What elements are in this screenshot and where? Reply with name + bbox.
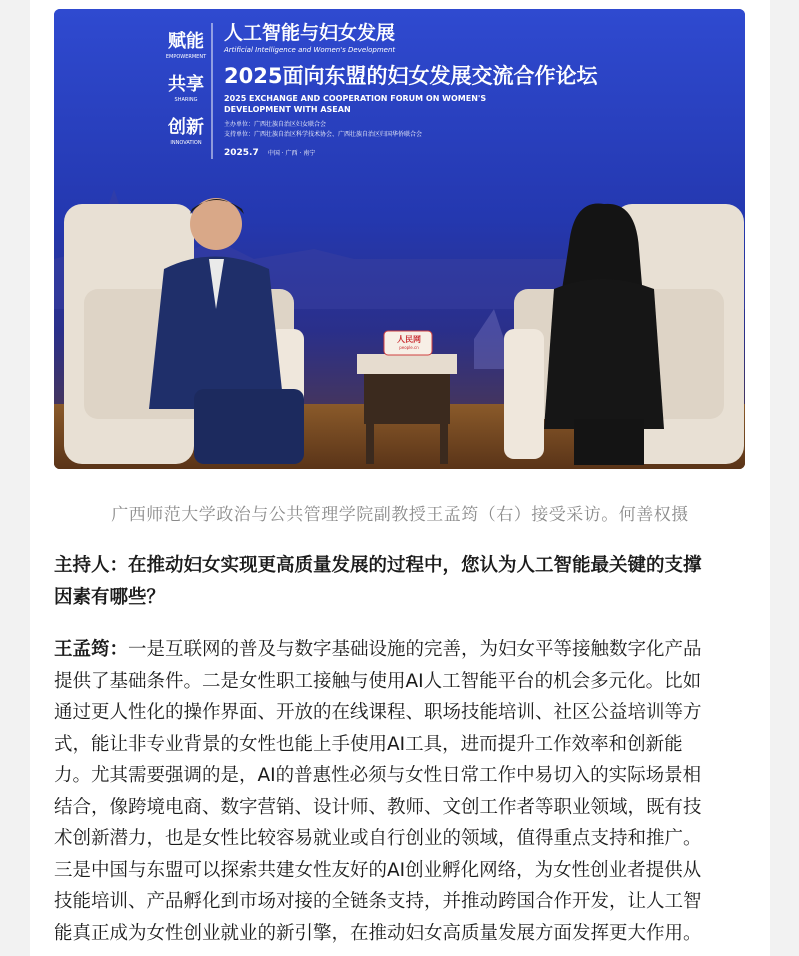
interview-answer bbox=[54, 634, 746, 949]
interview-question bbox=[54, 550, 746, 613]
answer-line: 术创新潜力，也是女性比较容易就业或自行创业的领域，值得重点支持和推广。 bbox=[54, 828, 702, 849]
banner-forum-en-1: 2025 EXCHANGE AND COOPERATION FORUM ON WOMEN'S bbox=[224, 94, 487, 103]
banner-date: 2025.7 bbox=[224, 148, 259, 158]
question-line: 因素有哪些？ bbox=[54, 586, 166, 608]
answer-line: 技能培训、产品孵化到市场对接的全链条支持，并推动跨国合作开发，让人工智 bbox=[54, 891, 702, 912]
interview-photo[interactable] bbox=[54, 9, 745, 469]
answer-line: 能真正成为女性创业就业的新引擎，在推动妇女高质量发展方面发挥更大作用。 bbox=[54, 922, 702, 944]
banner-titles bbox=[224, 21, 734, 160]
banner-word-empower: 赋能 EMPOWERMENT bbox=[165, 31, 207, 60]
banner-place: 中国 · 广西 · 南宁 bbox=[267, 150, 316, 157]
question-line: 主持人：在推动妇女实现更高质量发展的过程中，您认为人工智能最关键的支撑 bbox=[54, 555, 702, 576]
banner-support: 支持单位：广西壮族自治区科学技术协会、广西壮族自治区归国华侨联合会 bbox=[224, 131, 423, 138]
banner-left-words bbox=[162, 31, 210, 147]
answer-line: 王孟筠：一是互联网的普及与数字基础设施的完善，为妇女平等接触数字化产品 bbox=[54, 639, 702, 660]
answer-line: 提供了基础条件。二是女性职工接触与使用AI人工智能平台的机会多元化。比如 bbox=[54, 670, 702, 692]
article-page bbox=[30, 0, 770, 956]
banner-forum-en-2: DEVELOPMENT WITH ASEAN bbox=[224, 105, 351, 114]
people-daily-logo: 人民网 people.cn bbox=[397, 335, 421, 350]
answer-line: 通过更人性化的操作界面、开放的在线课程、职场技能培训、社区公益培训等方 bbox=[54, 702, 702, 723]
banner-date-line bbox=[224, 144, 734, 160]
answer-line: 三是中国与东盟可以探索共建女性友好的AI创业孵化网络，为女性创业者提供从 bbox=[54, 859, 702, 881]
banner-forum-cn: 2025面向东盟的妇女发展交流合作论坛 bbox=[224, 64, 598, 88]
answer-line: 结合，像跨境电商、数字营销、设计师、教师、文创工作者等职业领域，既有技 bbox=[54, 796, 702, 818]
banner-host: 主办单位：广西壮族自治区妇女联合会 bbox=[224, 121, 327, 128]
banner-word-sharing: 共享 SHARING bbox=[168, 74, 204, 103]
photo-caption: 广西师范大学政治与公共管理学院副教授王孟筠（右）接受采访。何善权摄 bbox=[111, 505, 689, 525]
banner-word-innovation: 创新 INNOVATION bbox=[168, 117, 204, 146]
answer-speaker: 王孟筠： bbox=[54, 639, 129, 660]
answer-line: 式，能让非专业背景的女性也能上手使用AI工具，进而提升工作效率和创新能 bbox=[54, 733, 683, 755]
answer-line: 力。尤其需要强调的是，AI的普惠性必须与女性日常工作中易切入的实际场景相 bbox=[54, 765, 702, 786]
banner-title-en: Artificial Intelligence and Women's Development bbox=[224, 46, 396, 54]
banner-title-cn: 人工智能与妇女发展 bbox=[224, 22, 396, 44]
